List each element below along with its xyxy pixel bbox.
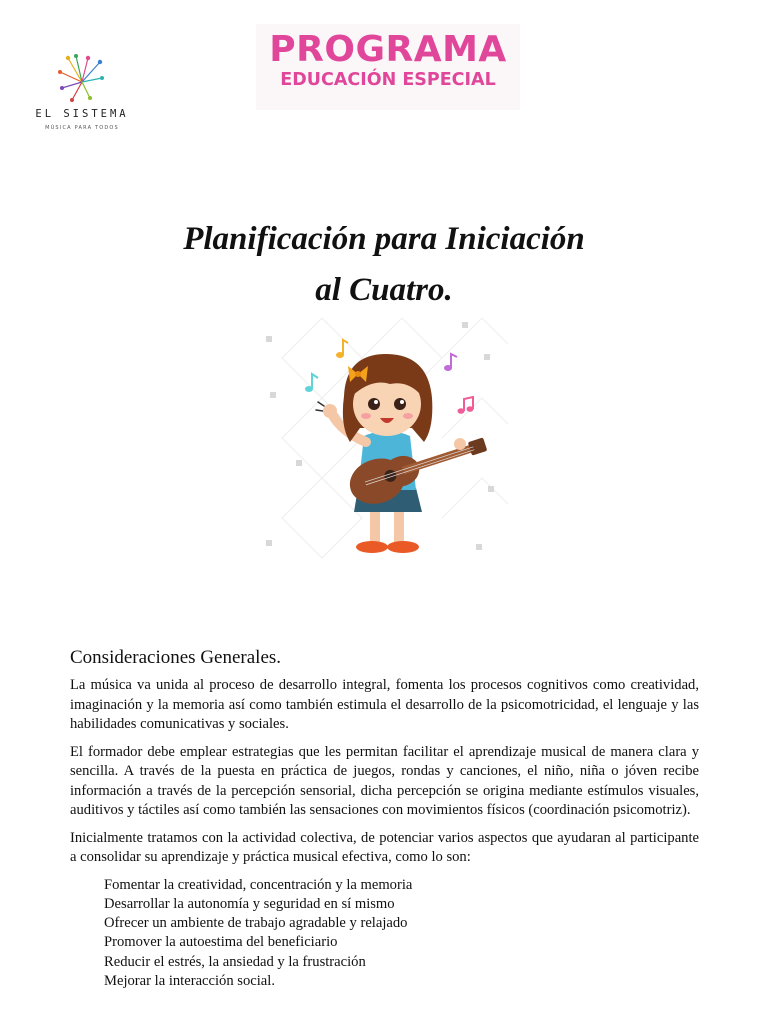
paragraph: Inicialmente tratamos con la actividad colectiva, de potenciar varios aspectos que ayudaran al participante a consolidar su aprendizaje y práctica musical efectiva, como lo son: xyxy=(70,829,699,865)
music-note-icon xyxy=(336,340,348,358)
girl-playing-cuatro-illustration xyxy=(262,318,508,568)
el-sistema-logo xyxy=(26,52,138,140)
programa-label: PROGRAMA xyxy=(269,29,507,70)
starburst-icon xyxy=(54,52,110,104)
el-sistema-name: EL SISTEMA xyxy=(35,108,129,120)
title-line-1: Planificación para Iniciación xyxy=(183,221,585,257)
list-item: Reducir el estrés, la ansiedad y la frustración xyxy=(104,953,366,970)
document-title xyxy=(84,214,684,316)
paragraph: La música va unida al proceso de desarrollo integral, fomenta los procesos cognitivos como creatividad, imaginación y la memoria así como también estimula el desarrollo de la psicomotricidad, el lenguaje y las habilidades comunicativas y sociales. xyxy=(70,677,699,732)
general-considerations-section xyxy=(70,646,699,991)
list-item: Desarrollar la autonomía y seguridad en sí mismo xyxy=(104,895,395,912)
el-sistema-tagline: MÚSICA PARA TODOS xyxy=(45,125,119,131)
section-heading: Consideraciones Generales. xyxy=(70,647,282,668)
educacion-especial-label: EDUCACIÓN ESPECIAL xyxy=(280,70,496,90)
title-line-2: al Cuatro. xyxy=(315,272,453,308)
paragraph: El formador debe emplear estrategias que les permitan facilitar el aprendizaje musical de manera clara y sencilla. A través de la puesta en práctica de juegos, rondas y canciones, el niño, niña o jóven recibe información a través de la percepción sensorial, dicha percepción se origina mediante estímulos visuales, auditivos y táctiles así como también las sensaciones con movimientos físicos (coordinación psicomotriz). xyxy=(70,743,699,818)
list-item: Mejorar la interacción social. xyxy=(104,972,275,989)
list-item: Ofrecer un ambiente de trabajo agradable y relajado xyxy=(104,915,408,932)
list-item: Fomentar la creatividad, concentración y la memoria xyxy=(104,876,413,893)
list-item: Promover la autoestima del beneficiario xyxy=(104,934,338,951)
programa-educacion-especial-logo xyxy=(256,24,520,110)
goals-list xyxy=(70,876,699,992)
